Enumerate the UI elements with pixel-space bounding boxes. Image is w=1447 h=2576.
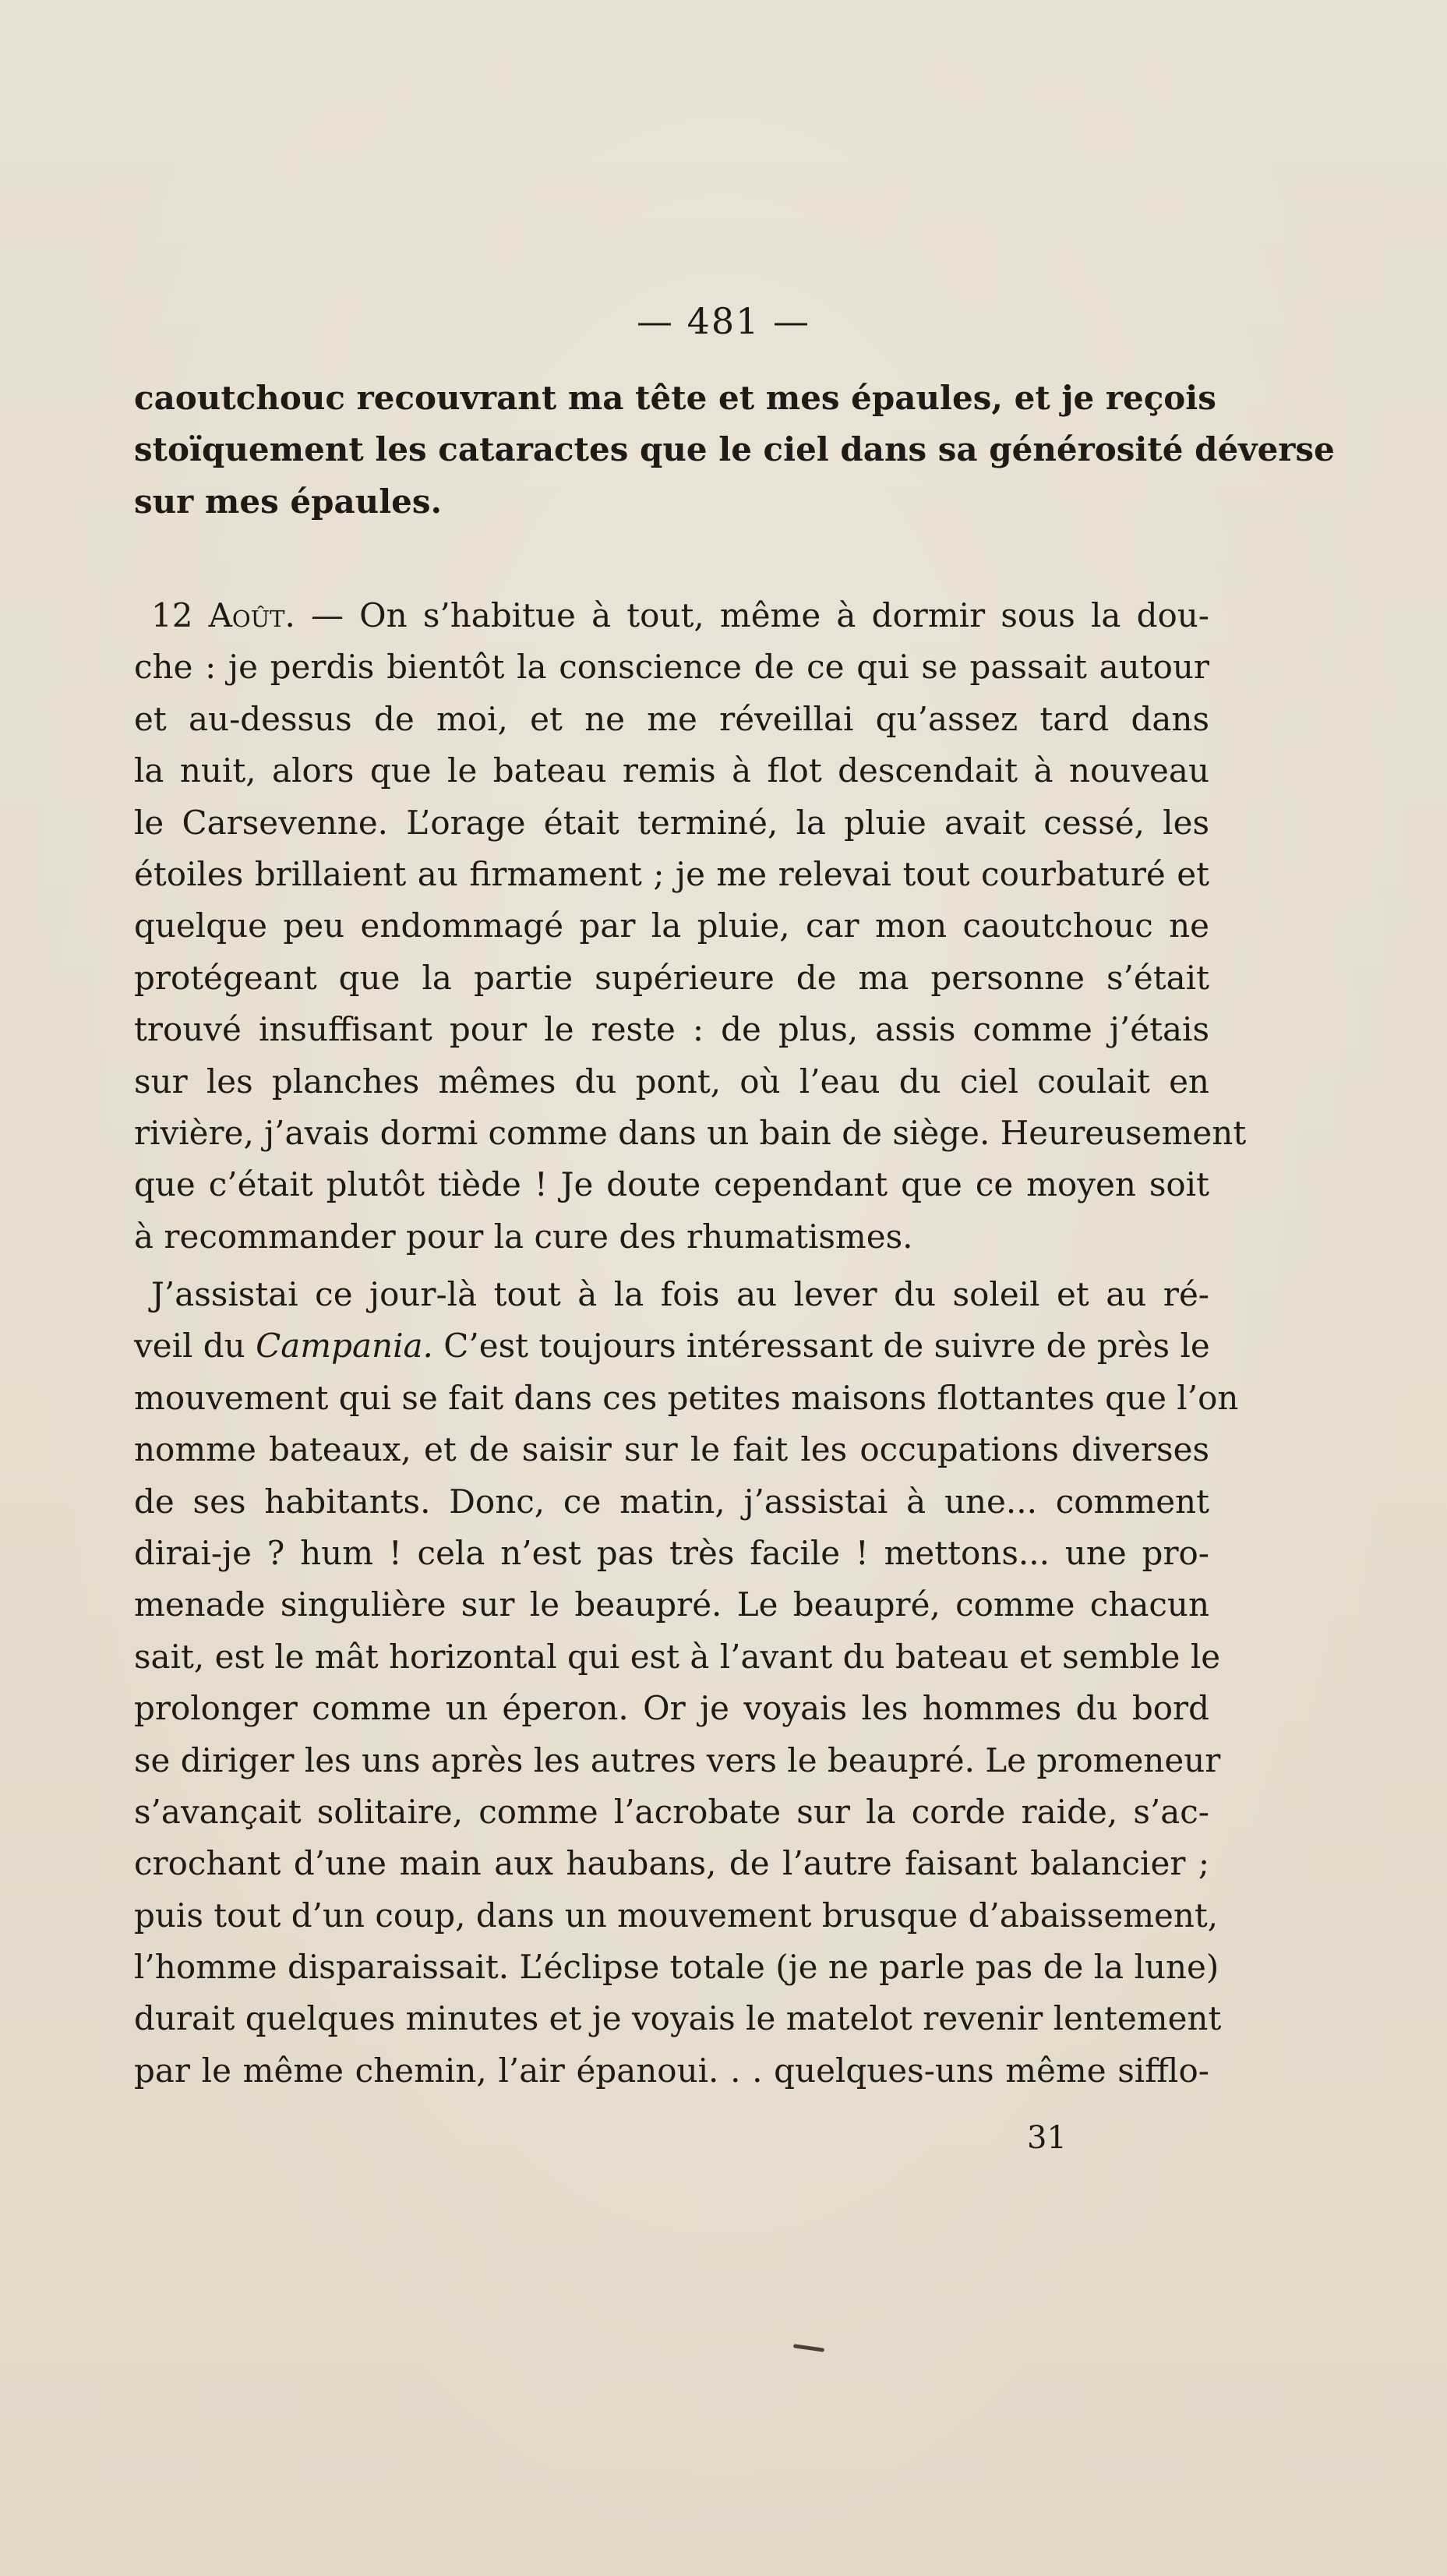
paragraph-3: [134, 1269, 1239, 2097]
text-line: quelque peu endommagé par la pluie, car mon caoutchouc ne: [134, 906, 1209, 945]
text-line: par le même chemin, l’air épanoui. . . quelques-uns même sifflo-: [134, 2051, 1209, 2090]
text-line-start: veil du: [134, 1327, 256, 1366]
text-line: caoutchouc recouvrant ma tête et mes épaules, et je reçois: [134, 379, 1216, 417]
text-line: stoïquement les cataractes que le ciel dans sa générosité déverse: [134, 430, 1335, 469]
text-line: nomme bateaux, et de saisir sur le fait les occupations diverses: [134, 1430, 1209, 1469]
text-line: puis tout d’un coup, dans un mouvement brusque d’abaissement,: [134, 1896, 1219, 1935]
text-line: sur les planches mêmes du pont, où l’eau du ciel coulait en: [134, 1062, 1209, 1101]
text-line: sur mes épaules.: [134, 482, 443, 521]
date-heading: 12 Août. —: [151, 596, 344, 634]
text-line-content: On s’habitue à tout, même à dormir sous la dou-: [344, 596, 1209, 634]
paragraph-2: [134, 590, 1247, 1263]
text-line: mouvement qui se fait dans ces petites maisons flottantes que l’on: [134, 1378, 1239, 1417]
ink-speck: [793, 2344, 824, 2352]
text-line: sait, est le mât horizontal qui est à l’avant du bateau et semble le: [134, 1637, 1221, 1676]
text-line: J’assistai ce jour-là tout à la fois au lever du soleil et au ré-: [151, 1275, 1209, 1313]
text-line: et au-dessus de moi, et ne me réveillai qu’assez tard dans: [134, 699, 1209, 738]
text-line: dirai-je ? hum ! cela n’est pas très facile ! mettons... une pro-: [134, 1533, 1209, 1572]
text-line: la nuit, alors que le bateau remis à flot descendait à nouveau: [134, 751, 1209, 790]
paragraph-1: [134, 373, 1335, 528]
text-line: se diriger les uns après les autres vers le beaupré. Le promeneur: [134, 1740, 1221, 1779]
running-head-page-number: — 481 —: [636, 300, 811, 342]
text-line: che : je perdis bientôt la conscience de ce qui se passait autour: [134, 648, 1209, 687]
text-line: prolonger comme un éperon. Or je voyais les hommes du bord: [134, 1689, 1209, 1728]
text-line: de ses habitants. Donc, ce matin, j’assistai à une... comment: [134, 1482, 1209, 1521]
text-line: le Carsevenne. L’orage était terminé, la pluie avait cessé, les: [134, 803, 1209, 842]
text-line: menade singulière sur le beaupré. Le beaupré, comme chacun: [134, 1585, 1209, 1624]
text-line: étoiles brillaient au firmament ; je me relevai tout courbaturé et: [134, 854, 1209, 893]
text-line: [134, 1320, 1209, 1372]
signature-mark: 31: [1027, 2120, 1067, 2156]
ship-name: Campania.: [256, 1327, 433, 1366]
text-line: crochant d’une main aux haubans, de l’autre faisant balancier ;: [134, 1844, 1209, 1883]
text-line: rivière, j’avais dormi comme dans un bain de siège. Heureusement: [134, 1113, 1247, 1152]
text-line: s’avançait solitaire, comme l’acrobate sur la corde raide, s’ac-: [134, 1792, 1209, 1831]
text-line: que c’était plutôt tiède ! Je doute cependant que ce moyen soit: [134, 1165, 1209, 1204]
text-line: durait quelques minutes et je voyais le matelot revenir lentement: [134, 1999, 1222, 2038]
text-line: à recommander pour la cure des rhumatismes.: [134, 1217, 913, 1256]
text-line: l’homme disparaissait. L’éclipse totale (je ne parle pas de la lune): [134, 1948, 1219, 1987]
text-line-end: C’est toujours intéressant de suivre de près le: [432, 1327, 1210, 1366]
text-line: protégeant que la partie supérieure de ma personne s’était: [134, 958, 1209, 997]
text-line: [134, 590, 1209, 641]
text-line: trouvé insuffisant pour le reste : de plus, assis comme j’étais: [134, 1010, 1209, 1049]
